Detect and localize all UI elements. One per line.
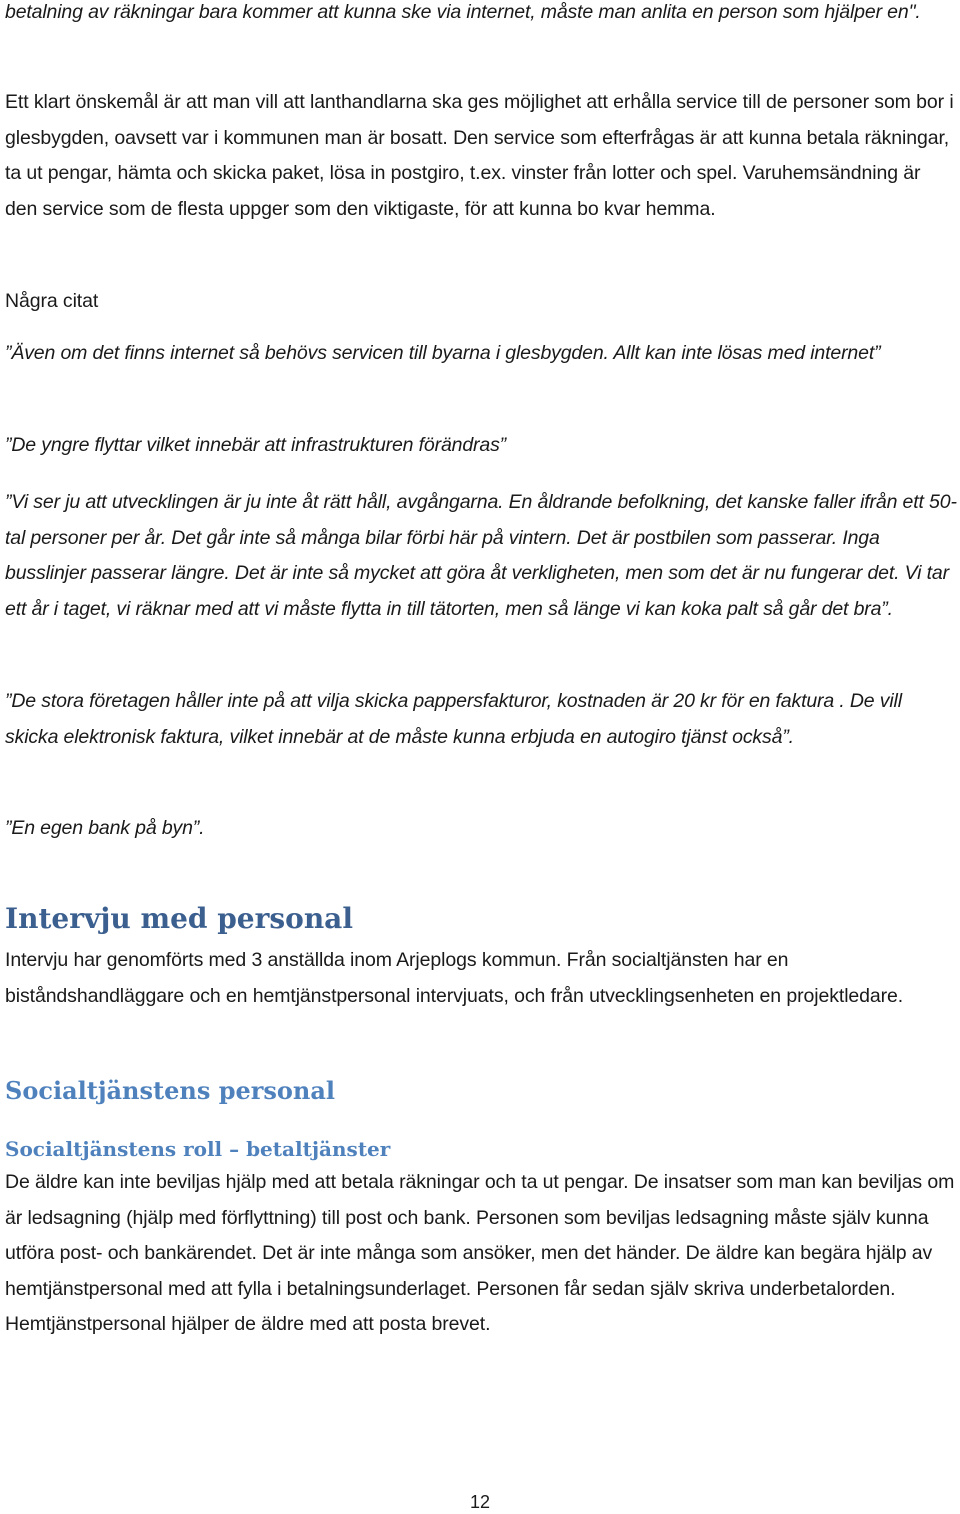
- quotes-label: Några citat: [5, 290, 99, 312]
- quote-item: ”Även om det finns internet så behövs servicen till byarna i glesbygden. Allt kan inte lösas med internet”: [5, 342, 881, 364]
- subheading-social-role: Socialtjänstens roll – betaltjänster: [5, 1137, 391, 1161]
- wish-paragraph: Ett klart önskemål är att man vill att lanthandlarna ska ges möjlighet att erhålla service till de personer som bor i glesbygden, oavsett var i kommunen man är bosatt. Den service som efterfrågas är att kunna betala räkningar, ta ut pengar, hämta och skicka paket, lösa in postgiro, t.ex. vinster från lotter och spel. Varuhemsändning är den service som de flesta uppger som den viktigaste, för att kunna bo kvar hemma.: [5, 91, 954, 220]
- interview-paragraph: Intervju har genomförts med 3 anställda inom Arjeplogs kommun. Från socialtjänsten har en biståndshandläggare och en hemtjänstpersonal intervjuats, och från utvecklingsenheten en projektledare.: [5, 949, 904, 1007]
- page-number: 12: [469, 1492, 491, 1512]
- quote-item: ”Vi ser ju att utvecklingen är ju inte åt rätt håll, avgångarna. En åldrande befolkning, det kanske faller ifrån ett 50-tal personer per år. Det går inte så många bilar förbi här på vintern. Det är postbilen som passerar. Inga busslinjer passerar längre. Det är inte så mycket att göra åt verkligheten, men som det är nu fungerar det. Vi tar ett år i taget, vi räknar med att vi måste flytta in till tätorten, men så länge vi kan koka palt så går det bra”.: [5, 491, 957, 620]
- quote-item: ”De stora företagen håller inte på att vilja skicka pappersfakturor, kostnaden är 20 kr för en faktura . De vill skicka elektronisk faktura, vilket innebär at de måste kunna erbjuda en autogiro tjänst också”.: [5, 690, 902, 748]
- section-heading-interview: Intervju med personal: [5, 902, 353, 935]
- intro-end-paragraph: betalning av räkningar bara kommer att kunna ske via internet, måste man anlita en person som hjälper en".: [5, 1, 921, 23]
- social-paragraph: De äldre kan inte beviljas hjälp med att betala räkningar och ta ut pengar. De insatser som man kan beviljas om är ledsagning (hjälp med förflyttning) till post och bank. Personen som beviljas ledsagning måste själv kunna utföra post- och bankärendet. Det är inte många som ansöker, men det händer. De äldre kan begära hjälp av hemtjänstpersonal med att fylla i betalningsunderlaget. Personen får sedan själv skriva underbetalorden. Hemtjänstpersonal hjälper de äldre med att posta brevet.: [5, 1171, 955, 1335]
- quote-item: ”En egen bank på byn”.: [5, 817, 205, 839]
- section-heading-social: Socialtjänstens personal: [5, 1076, 336, 1105]
- quote-item: ”De yngre flyttar vilket innebär att infrastrukturen förändras”: [5, 434, 507, 456]
